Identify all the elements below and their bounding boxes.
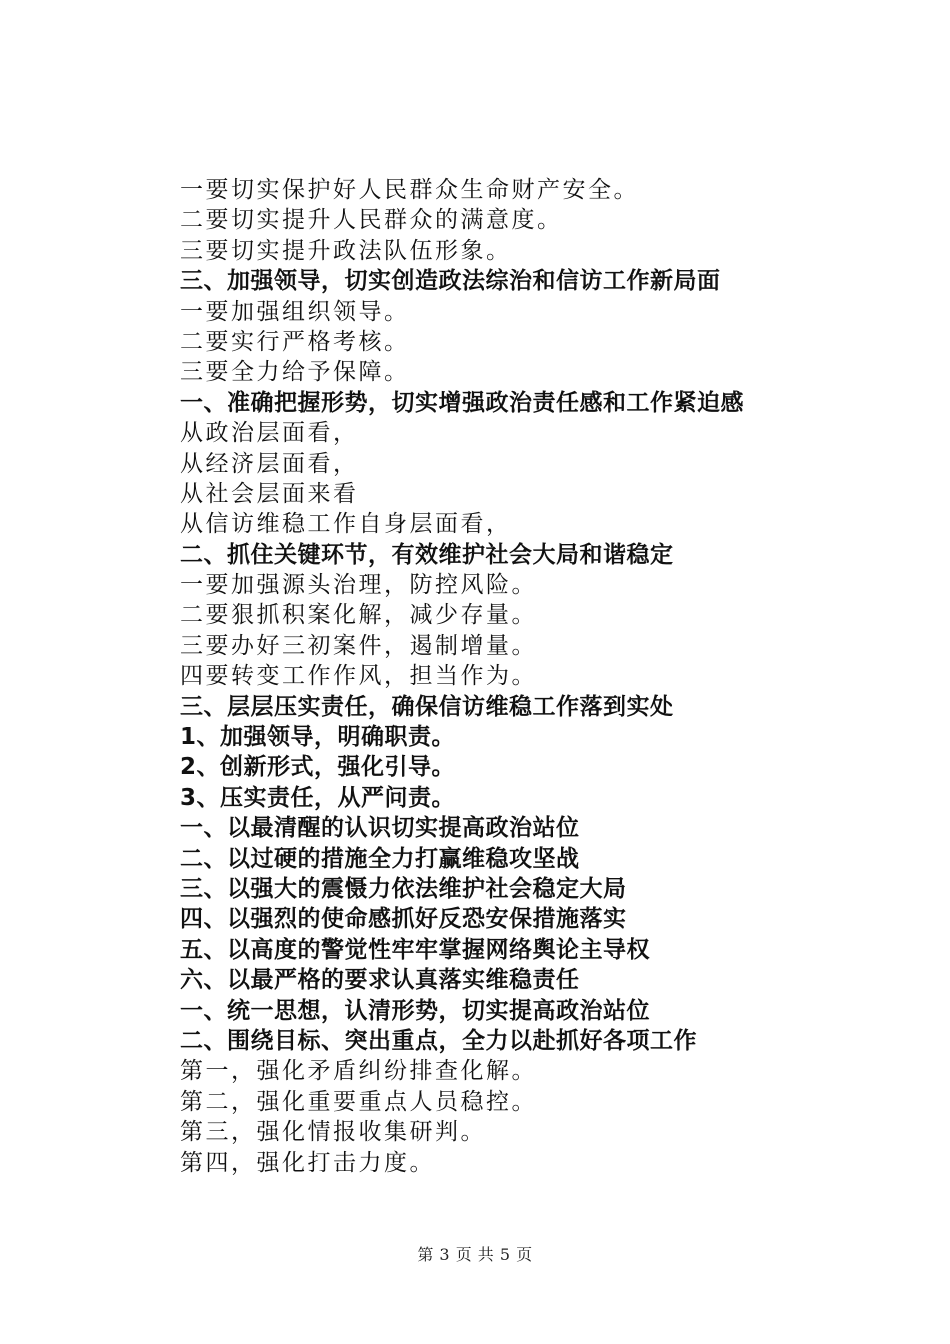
section-heading: 二、抓住关键环节，有效维护社会大局和谐稳定 [180,541,674,568]
body-line: 一要加强组织领导。 [180,298,410,325]
section-heading: 2、创新形式，强化引导。 [180,754,456,781]
section-heading: 一、以最清醒的认识切实提高政治站位 [180,815,580,842]
body-line: 一要加强源头治理，防控风险。 [180,572,537,599]
body-line: 一要切实保护好人民群众生命财产安全。 [180,177,639,203]
body-line: 第二，强化重要重点人员稳控。 [180,1088,537,1115]
body-line: 二要切实提升人民群众的满意度。 [180,207,563,234]
body-line: 从社会层面来看 [180,480,359,507]
section-heading: 3、压实责任，从严问责。 [180,784,456,811]
body-line: 二要实行严格考核。 [180,328,410,355]
page-footer: 第 3 页 共 5 页 [417,1245,533,1264]
section-heading: 三、加强领导，切实创造政法综治和信访工作新局面 [180,268,721,295]
section-heading: 二、以过硬的措施全力打赢维稳攻坚战 [180,845,580,872]
body-line: 第三，强化情报收集研判。 [180,1119,486,1146]
body-line: 三要切实提升政法队伍形象。 [180,237,512,264]
body-line: 第一，强化矛盾纠纷排查化解。 [180,1058,537,1085]
section-heading: 四、以强烈的使命感抓好反恐安保措施落实 [180,906,627,933]
body-line: 从政治层面看， [180,420,359,447]
section-heading: 1、加强领导，明确职责。 [180,724,456,751]
section-heading: 五、以高度的警觉性牢牢掌握网络舆论主导权 [180,936,650,963]
body-line: 二要狠抓积案化解，减少存量。 [180,602,537,629]
body-line: 从信访维稳工作自身层面看， [180,511,512,538]
body-line: 四要转变工作作风，担当作为。 [180,663,537,690]
body-line: 第四，强化打击力度。 [180,1149,435,1176]
section-heading: 三、层层压实责任，确保信访维稳工作落到实处 [180,693,674,720]
body-line: 三要全力给予保障。 [180,359,410,386]
section-heading: 一、统一思想，认清形势，切实提高政治站位 [180,997,650,1024]
section-heading: 六、以最严格的要求认真落实维稳责任 [180,967,580,994]
document-body [180,175,880,1178]
body-line: 三要办好三初案件，遏制增量。 [180,632,537,659]
section-heading: 一、准确把握形势，切实增强政治责任感和工作紧迫感 [180,389,744,416]
body-line: 从经济层面看， [180,450,359,477]
section-heading: 三、以强大的震慑力依法维护社会稳定大局 [180,875,627,902]
section-heading: 二、围绕目标、突出重点，全力以赴抓好各项工作 [180,1027,697,1054]
